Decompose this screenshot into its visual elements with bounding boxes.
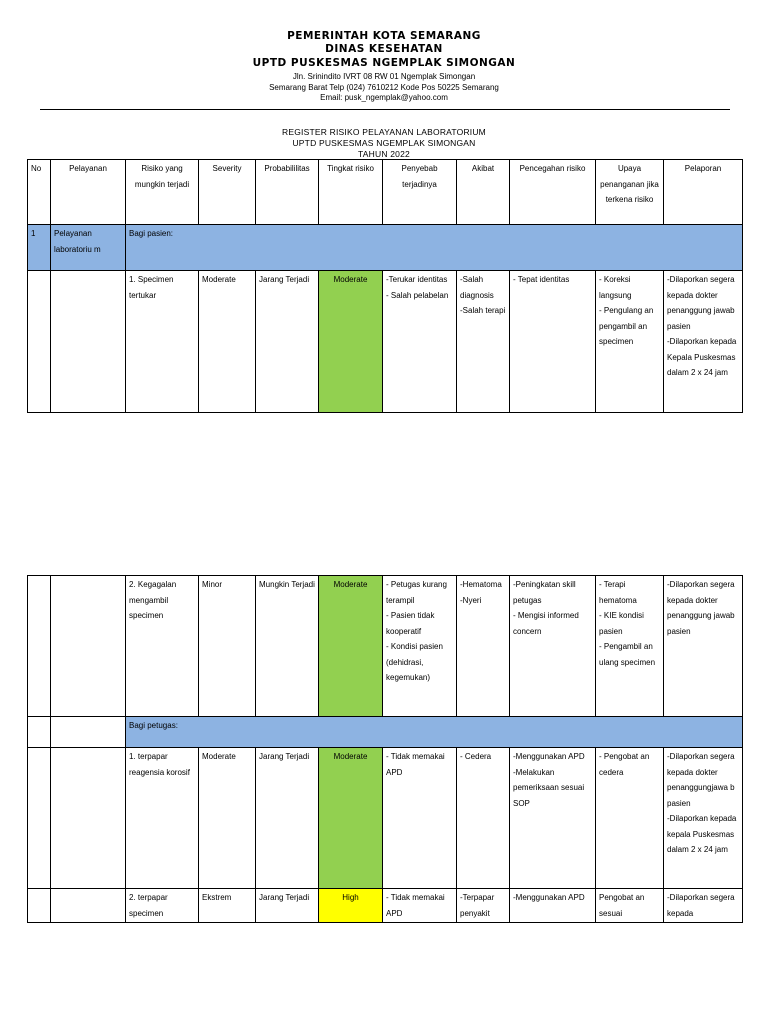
probability-cell: Jarang Terjadi	[256, 271, 319, 413]
risk-cell: 2. terpapar specimen	[126, 889, 199, 923]
empty-cell	[28, 717, 51, 748]
probability-cell: Jarang Terjadi	[256, 748, 319, 889]
reporting-cell: -Dilaporkan segera kepada	[664, 889, 743, 923]
severity-cell: Ekstrem	[199, 889, 256, 923]
section-label-pasien: Bagi pasien:	[126, 225, 743, 271]
empty-cell	[51, 271, 126, 413]
effect-cell: - Cedera	[457, 748, 510, 889]
risk-cell: 2. Kegagalan mengambil specimen	[126, 576, 199, 717]
handling-cell: - Koreksi langsung - Pengulang an pengambil an specimen	[596, 271, 664, 413]
risk-register-table	[27, 159, 743, 413]
email-line: Email: pusk_ngemplak@yahoo.com	[320, 93, 448, 102]
register-year: TAHUN 2022	[358, 149, 410, 159]
col-header-pencegahan: Pencegahan risiko	[510, 160, 596, 225]
register-title: REGISTER RISIKO PELAYANAN LABORATORIUM	[282, 127, 486, 137]
severity-cell: Moderate	[199, 748, 256, 889]
empty-cell	[51, 717, 126, 748]
col-header-probabilitas: Probabililitas	[256, 160, 319, 225]
empty-cell	[28, 889, 51, 923]
prevention-cell: - Tepat identitas	[510, 271, 596, 413]
cause-cell: - Petugas kurang terampil - Pasien tidak kooperatif - Kondisi pasien (dehidrasi, kegemukan)	[383, 576, 457, 717]
empty-cell	[51, 889, 126, 923]
cause-cell: - Tidak memakai APD	[383, 889, 457, 923]
reporting-cell: -Dilaporkan segera kepada dokter penanggung jawab pasien	[664, 576, 743, 717]
col-header-severity: Severity	[199, 160, 256, 225]
empty-cell	[28, 271, 51, 413]
reporting-cell: -Dilaporkan segera kepada dokter penanggungjawa b pasien -Dilaporkan kepada kepala Puskesmas dalam 2 x 24 jam	[664, 748, 743, 889]
col-header-penyebab: Penyebab terjadinya	[383, 160, 457, 225]
effect-cell: -Hematoma -Nyeri	[457, 576, 510, 717]
prevention-cell: -Peningkatan skill petugas - Mengisi informed concern	[510, 576, 596, 717]
section-row-pasien	[28, 225, 743, 271]
empty-cell	[28, 576, 51, 717]
register-subtitle: UPTD PUSKESMAS NGEMPLAK SIMONGAN	[292, 138, 476, 148]
table-row	[28, 748, 743, 889]
probability-cell: Mungkin Terjadi	[256, 576, 319, 717]
risk-level-cell: Moderate	[319, 271, 383, 413]
risk-level-cell: High	[319, 889, 383, 923]
risk-cell: 1. Specimen tertukar	[126, 271, 199, 413]
header-divider	[40, 109, 730, 110]
unit-name: UPTD PUSKESMAS NGEMPLAK SIMONGAN	[252, 57, 516, 69]
cause-cell: -Terukar identitas - Salah pelabelan	[383, 271, 457, 413]
handling-cell: Pengobat an sesuai	[596, 889, 664, 923]
col-header-tingkat: Tingkat risiko	[319, 160, 383, 225]
col-header-akibat: Akibat	[457, 160, 510, 225]
handling-cell: - Terapi hematoma - KIE kondisi pasien - Pengambil an ulang specimen	[596, 576, 664, 717]
risk-level-cell: Moderate	[319, 576, 383, 717]
reporting-cell: -Dilaporkan segera kepada dokter penanggung jawab pasien -Dilaporkan kepada Kepala Puskesmas dalam 2 x 24 jam	[664, 271, 743, 413]
col-header-risiko: Risiko yang mungkin terjadi	[126, 160, 199, 225]
severity-cell: Moderate	[199, 271, 256, 413]
probability-cell: Jarang Terjadi	[256, 889, 319, 923]
prevention-cell: -Menggunakan APD -Melakukan pemeriksaan sesuai SOP	[510, 748, 596, 889]
col-header-pelaporan: Pelaporan	[664, 160, 743, 225]
table-row	[28, 889, 743, 923]
col-header-pelayanan: Pelayanan	[51, 160, 126, 225]
table-row	[28, 271, 743, 413]
cause-cell: - Tidak memakai APD	[383, 748, 457, 889]
risk-cell: 1. terpapar reagensia korosif	[126, 748, 199, 889]
risk-level-cell: Moderate	[319, 748, 383, 889]
address-line: Jln. Srinindito IVRT 08 RW 01 Ngemplak Simongan	[292, 72, 476, 81]
col-header-no: No	[28, 160, 51, 225]
col-header-upaya: Upaya penanganan jika terkena risiko	[596, 160, 664, 225]
empty-cell	[51, 748, 126, 889]
address-line-2: Semarang Barat Telp (024) 7610212 Kode Pos 50225 Semarang	[269, 83, 499, 92]
section-number: 1	[28, 225, 51, 271]
effect-cell: -Salah diagnosis -Salah terapi	[457, 271, 510, 413]
section-service: Pelayanan laboratoriu m	[51, 225, 126, 271]
empty-cell	[28, 748, 51, 889]
agency-name: PEMERINTAH KOTA SEMARANG	[287, 30, 481, 42]
table-row	[28, 576, 743, 717]
severity-cell: Minor	[199, 576, 256, 717]
prevention-cell: -Menggunakan APD	[510, 889, 596, 923]
department-name: DINAS KESEHATAN	[325, 43, 443, 55]
table-header-row	[28, 160, 743, 225]
effect-cell: -Terpapar penyakit	[457, 889, 510, 923]
section-row-petugas	[28, 717, 743, 748]
section-label-petugas: Bagi petugas:	[126, 717, 743, 748]
risk-register-table-continued	[27, 575, 743, 923]
handling-cell: - Pengobat an cedera	[596, 748, 664, 889]
empty-cell	[51, 576, 126, 717]
